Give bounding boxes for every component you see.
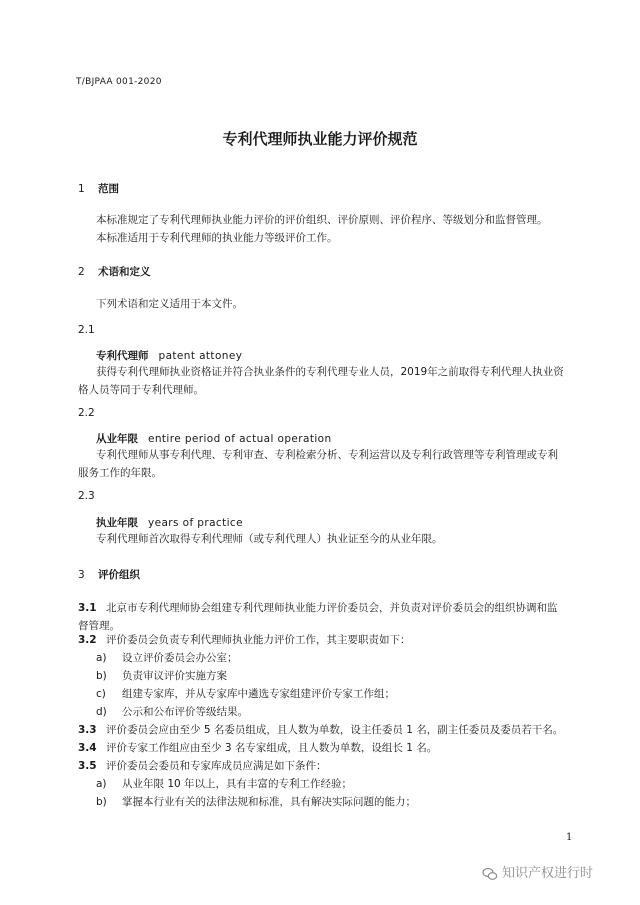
list-item: c) 组建专家库，并从专家库中遴选专家组建评价专家工作组； <box>96 688 395 700</box>
watermark <box>482 862 593 882</box>
term-2-3-number: 2.3 <box>78 490 95 502</box>
standard-number: T/BJPAA 001-2020 <box>76 77 162 87</box>
section-2-heading: 2 术语和定义 <box>78 266 151 278</box>
list-item: a) 从业年限 10 年以上，具有丰富的专利工作经验； <box>96 778 353 790</box>
watermark-text: 知识产权进行时 <box>502 866 594 881</box>
page-number: 1 <box>566 832 573 843</box>
clause-3-4: 3.4 评价专家工作组应由至少 3 名专家组成，且人数为单数，设组长 1 名。 <box>78 742 438 754</box>
term-2-1-definition: 获得专利代理师执业资格证并符合执业条件的专利代理专业人员，2019年之前取得专利代理人执业资格人员等同于专利代理师。 <box>78 366 564 396</box>
section-2-para-1: 下列术语和定义适用于本文件。 <box>96 298 243 310</box>
list-item: b) 掌握本行业有关的法律法规和标准，具有解决实际问题的能力； <box>96 796 416 808</box>
section-3-heading: 3 评价组织 <box>78 569 140 581</box>
term-2-2 <box>96 431 332 446</box>
section-1-para-1: 本标准规定了专利代理师执业能力评价的评价组织、评价原则、评价程序、等级划分和监督管理。 <box>96 214 548 226</box>
term-2-1-en: patent attoney <box>158 350 243 362</box>
clause-3-3: 3.3 评价委员会应由至少 5 名委员组成，且人数为单数，设主任委员 1 名，副主任委员及委员若干名。 <box>78 724 564 736</box>
term-2-2-definition: 专利代理师从事专利代理、专利审查、专利检索分析、专利运营以及专利行政管理等专利管理或专利服务工作的年限。 <box>78 449 558 479</box>
list-item: b) 负责审议评价实施方案 <box>96 670 227 682</box>
list-item: d) 公示和公布评价等级结果。 <box>96 706 248 718</box>
clause-3-2: 3.2 评价委员会负责专利代理师执业能力评价工作，其主要职责如下： <box>78 634 411 646</box>
term-2-2-number: 2.2 <box>78 407 95 419</box>
wechat-icon <box>482 866 498 882</box>
term-2-1-cn: 专利代理师 <box>96 350 149 362</box>
term-2-3-cn: 执业年限 <box>96 517 138 529</box>
term-2-1-number: 2.1 <box>78 324 95 336</box>
term-2-3 <box>96 515 243 530</box>
section-1-para-2: 本标准适用于专利代理师的执业能力等级评价工作。 <box>96 232 338 244</box>
term-2-2-cn: 从业年限 <box>96 433 138 445</box>
term-2-2-en: entire period of actual operation <box>148 433 332 445</box>
list-item: a) 设立评价委员会办公室； <box>96 652 238 664</box>
term-2-3-definition: 专利代理师首次取得专利代理师（或专利代理人）执业证至今的从业年限。 <box>96 533 443 545</box>
clause-3-1: 3.1 北京市专利代理师协会组建专利代理师执业能力评价委员会，并负责对评价委员会的组织协调和监督管理。 <box>78 602 558 632</box>
section-1-heading: 1 范围 <box>78 183 119 195</box>
term-2-1 <box>96 348 242 363</box>
term-2-3-en: years of practice <box>148 517 243 529</box>
clause-3-5: 3.5 评价委员会委员和专家库成员应满足如下条件： <box>78 760 327 772</box>
document-title: 专利代理师执业能力评价规范 <box>222 130 418 148</box>
